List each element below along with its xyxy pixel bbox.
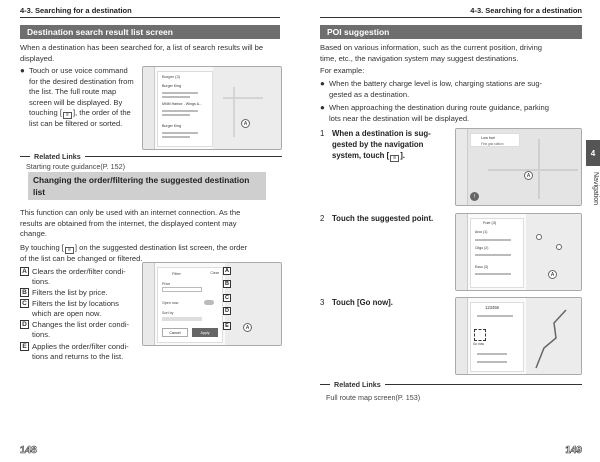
go-now-label: Go now xyxy=(473,342,484,346)
option-d: D Changes the list order condi- tions. xyxy=(20,320,145,340)
destination-panel xyxy=(470,302,524,372)
option-letter-badge: A xyxy=(20,267,29,276)
destination-title: 123456 xyxy=(485,305,499,310)
step-2: 2 Touch the suggested point. xyxy=(320,214,434,223)
filter-screenshot xyxy=(142,262,282,346)
open-now-label: Open now xyxy=(162,301,179,305)
subsection-heading: Changing the order/filtering the suggested destination list xyxy=(28,172,266,200)
option-a: A Clears the order/filter condi- tions. xyxy=(20,267,145,287)
option-letter-badge: B xyxy=(20,288,29,297)
bullet-parking: ● When approaching the destination during route guidance, parking lots near the destination will be displayed. xyxy=(320,103,549,123)
screen-side-rail xyxy=(456,298,468,374)
clear-button[interactable]: Clear xyxy=(210,271,219,275)
results-title: Burger (3) xyxy=(162,74,181,79)
price-label: Price xyxy=(162,282,171,286)
option-e: E Applies the order/filter condi- tions and returns to the list. xyxy=(20,342,145,362)
suggestion-list-icon: ≡ xyxy=(390,155,399,162)
right-page xyxy=(300,0,600,462)
poi-intro: Based on various information, such as the current position, driving time, etc., the navigation system may suggest destinations. xyxy=(320,43,543,63)
page-number: 149 xyxy=(565,445,582,456)
result-item[interactable]: Esso (3) xyxy=(475,265,489,269)
result-item[interactable]: Citgo (2) xyxy=(475,246,489,250)
filter-title: Filter xyxy=(172,271,181,276)
route-line xyxy=(526,298,582,375)
bullet-touch-list xyxy=(20,66,160,130)
chapter-label: Navigation xyxy=(592,172,599,206)
apply-button[interactable]: Apply xyxy=(192,328,218,337)
screen-side-rail xyxy=(143,67,155,149)
screen-map xyxy=(526,298,581,374)
intro-paragraph: When a destination has been searched for, a list of search results will be displayed. xyxy=(20,43,264,63)
bullet-battery: ● When the battery charge level is low, charging stations are sug- gested as a destination. xyxy=(320,79,543,99)
filter-sort-icon: ≡ xyxy=(65,247,74,254)
map-pin-icon: A xyxy=(243,323,252,332)
suggested-point-screenshot xyxy=(455,213,582,291)
running-head: 4-3. Searching for a destination xyxy=(470,6,582,15)
bullet-line: screen will be displayed. By xyxy=(29,97,123,107)
option-letter-badge: E xyxy=(20,342,29,351)
filter-panel xyxy=(157,267,223,343)
bullet-dot: ● xyxy=(20,66,25,75)
go-now-button[interactable] xyxy=(474,329,486,341)
fuel-results-panel: Fuel (3) Arco (1) Citgo (2) Esso (3) xyxy=(470,218,524,288)
section-title: Destination search result list screen xyxy=(20,25,280,39)
section-title: POI suggestion xyxy=(320,25,582,39)
header-rule xyxy=(20,17,280,18)
suggestion-card[interactable]: Low fuel Find gas station xyxy=(470,133,520,147)
poi-suggestion-screenshot xyxy=(455,128,582,206)
screen-map xyxy=(213,67,281,149)
screen-map xyxy=(526,214,581,290)
option-letter-badge: D xyxy=(20,320,29,329)
related-links-heading: Related Links xyxy=(320,380,582,389)
running-head: 4-3. Searching for a destination xyxy=(20,6,132,15)
related-link-route-guidance[interactable]: Starting route guidance(P. 152) xyxy=(26,162,125,171)
result-item[interactable]: Burger King xyxy=(162,84,181,88)
for-example-label: For example: xyxy=(320,66,365,75)
map-pin-icon: A xyxy=(241,119,250,128)
callout-e: E xyxy=(223,322,231,330)
internet-note: This function can only be used with an internet connection. As the results are obtained from the internet, the displayed content may change. xyxy=(20,208,241,238)
result-item[interactable]: Burger King xyxy=(162,124,181,128)
search-results-screenshot xyxy=(142,66,282,150)
map-pin-icon: A xyxy=(548,270,557,279)
option-b: B Filters the list by price. xyxy=(20,288,145,298)
step-1: 1 When a destination is sug- gested by the navigation system, touch [ ≡ ]. xyxy=(320,129,431,161)
screen-side-rail xyxy=(456,129,468,205)
callout-b: B xyxy=(223,280,231,288)
bullet-line: the list. The full route map xyxy=(29,87,117,96)
results-panel xyxy=(157,71,213,147)
option-letter-badge: C xyxy=(20,299,29,308)
bullet-dot: ● xyxy=(320,79,325,88)
touch-instruction: By touching [ ≡ ] on the suggested destination list screen, the order of the list can be changed or filtered. xyxy=(20,243,248,263)
screen-map xyxy=(225,263,281,345)
suggestion-button[interactable]: ! xyxy=(470,192,479,201)
bullet-line: Touch or use voice command xyxy=(29,66,128,75)
go-now-screenshot xyxy=(455,297,582,375)
sort-by-label: Sort by xyxy=(162,311,174,315)
price-selector[interactable] xyxy=(162,287,202,292)
page-number: 148 xyxy=(20,445,37,456)
chapter-tab[interactable]: 4 xyxy=(586,140,600,166)
callout-d: D xyxy=(223,307,231,315)
related-links-heading: Related Links xyxy=(20,152,282,161)
filter-sort-icon: ≡ xyxy=(63,112,72,119)
bullet-dot: ● xyxy=(320,103,325,112)
result-item[interactable]: Arco (1) xyxy=(475,230,488,234)
sort-selector[interactable] xyxy=(162,317,202,321)
bullet-line: for the desired destination from xyxy=(29,76,134,86)
screen-side-rail xyxy=(143,263,155,345)
map-pin-icon: A xyxy=(524,171,533,180)
cancel-button[interactable]: Cancel xyxy=(162,328,188,337)
screen-side-rail xyxy=(456,214,468,290)
step-3: 3 Touch [Go now]. xyxy=(320,298,393,307)
option-c: C Filters the list by locations which are open now. xyxy=(20,299,145,319)
bullet-line: list can be filtered or sorted. xyxy=(29,119,123,128)
related-link-full-route-map[interactable]: Full route map screen(P. 153) xyxy=(326,393,421,402)
callout-a: A xyxy=(223,267,231,275)
open-now-toggle[interactable] xyxy=(204,300,214,305)
result-item[interactable]: MNM Harbor - Wings &... xyxy=(162,102,203,106)
header-rule xyxy=(320,17,582,18)
bullet-line: touching [ ≡ ], the order of the xyxy=(29,108,131,118)
callout-c: C xyxy=(223,294,231,302)
